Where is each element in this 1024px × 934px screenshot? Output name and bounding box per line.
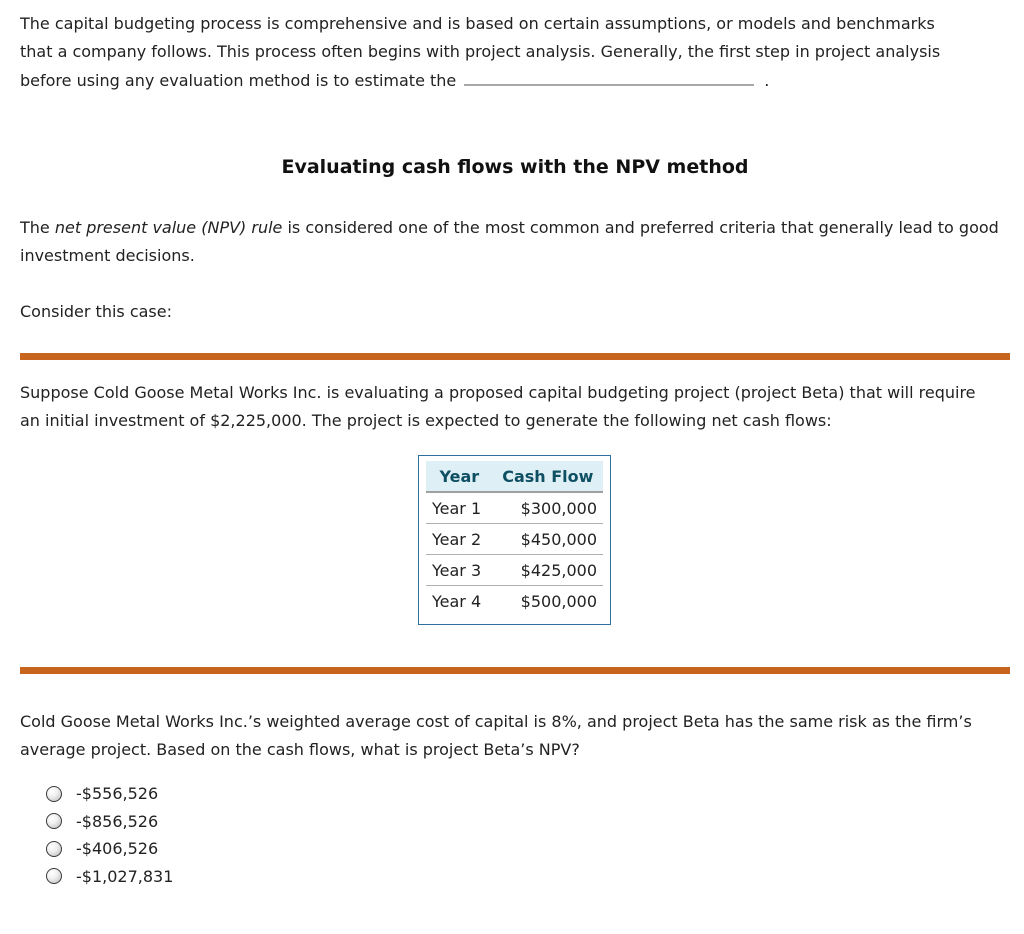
section-divider-bottom (20, 667, 1010, 674)
table-header-row (426, 461, 603, 493)
table-row (426, 586, 603, 616)
npv-rule-term: net present value (NPV) rule (54, 218, 283, 237)
npv-rule-prefix: The (20, 218, 55, 237)
npv-rule-paragraph (20, 214, 1005, 270)
section-heading: Evaluating cash flows with the NPV method (281, 156, 749, 178)
case-paragraph: Suppose Cold Goose Metal Works Inc. is evaluating a proposed capital budgeting project (project Beta) that will require an initial investment of $2,225,000. The project is expected to generate the following net cash flows: (20, 383, 976, 430)
radio-button-icon[interactable] (46, 813, 62, 829)
table-row (426, 493, 603, 524)
answer-option-1[interactable] (46, 780, 173, 808)
row-cash-flow: $300,000 (493, 493, 603, 524)
estimate-blank-dropdown[interactable] (464, 66, 754, 86)
cash-flow-table (418, 455, 611, 625)
answer-option-3[interactable] (46, 835, 173, 863)
row-cash-flow: $450,000 (493, 524, 603, 555)
header-year: Year (426, 461, 493, 493)
row-year: Year 2 (426, 524, 493, 555)
question-paragraph: Cold Goose Metal Works Inc.’s weighted average cost of capital is 8%, and project Beta has the same risk as the firm’s average project. Based on the cash flows, what is project Beta’s NPV? (20, 712, 972, 759)
row-year: Year 1 (426, 493, 493, 524)
row-cash-flow: $500,000 (520, 591, 597, 611)
radio-button-icon[interactable] (46, 841, 62, 857)
answer-option-2[interactable] (46, 808, 173, 836)
consider-text: Consider this case: (20, 302, 172, 321)
row-cash-flow: $425,000 (493, 555, 603, 586)
header-cash-flow: Cash Flow (493, 461, 603, 493)
answer-options (46, 780, 173, 890)
row-year: Year 4 (432, 591, 482, 611)
option-label: -$406,526 (76, 839, 159, 859)
answer-option-4[interactable] (46, 863, 173, 891)
intro-line-1: The capital budgeting process is comprehensive and is based on certain assumptions, or models and benchmarks (20, 14, 935, 33)
intro-end-punct: . (764, 71, 770, 90)
radio-button-icon[interactable] (46, 868, 62, 884)
npv-rule-suffix: is considered one of the most common and preferred criteria that generally lead to good investment decisions. (20, 218, 999, 265)
table-row (426, 524, 603, 555)
intro-line-2: that a company follows. This process often begins with project analysis. Generally, the first step in project analysis (20, 42, 941, 61)
option-label: -$556,526 (76, 784, 159, 804)
intro-line-3-text: before using any evaluation method is to estimate the (20, 71, 457, 90)
radio-button-icon[interactable] (46, 786, 62, 802)
row-year: Year 3 (426, 555, 493, 586)
intro-line-3 (20, 66, 1010, 95)
option-label: -$856,526 (76, 811, 159, 831)
table-row (426, 555, 603, 586)
intro-paragraph (20, 10, 1010, 95)
option-label: -$1,027,831 (76, 866, 174, 886)
section-divider-top (20, 353, 1010, 360)
